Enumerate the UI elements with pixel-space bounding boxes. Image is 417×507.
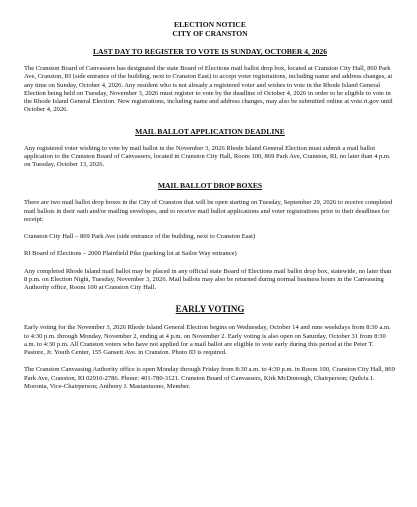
canvassing-office-info: The Cranston Canvassing Authority office is open Monday through Friday from 8:30 a.m. to 4:30 p.m. in Room 100, Cranston City Hall, 869 Park Ave, Cranston, RI 02910-2786. Phone: 401-780-3121. Cranston Board of Canvassers, Kirk McDonough, Chairperson; Quilcia I. Moronta, Vice-Chairperson; Anthony J. Mastantuono, Member.: [24, 366, 395, 390]
application-heading: MAIL BALLOT APPLICATION DEADLINE: [135, 126, 285, 136]
early-voting-heading: EARLY VOTING: [175, 304, 245, 315]
early-voting-body: Early voting for the November 3, 2026 Rhode Island General Election begins on Wednesday, October 14 and runs weekdays from 8:30 a.m. to 4:30 p.m. through Monday, November 2, ending at 4 p.m. on November 2. Early voting is also open on Saturday, October 31 from 8:30 a.m. to 4:30 p.m. All Cranston voters who have not applied for a mail ballot are eligible to vote early during this period at the Peter T. Pastore, Jr. Youth Center, 155 Gansett Ave. in Cranston. Photo ID is required.: [24, 324, 391, 356]
notice-subtitle: CITY OF CRANSTON: [172, 29, 248, 38]
dropboxes-body-2: Any completed Rhode Island mail ballot may be placed in any official state Board of Elections mail ballot drop box, statewide, no later than 8 p.m. on Election Night, Tuesday, November 3, 2026. Mail ballots may also be returned during normal business hours in the Canvassing Authority office, Room 100 at Cranston City Hall.: [24, 267, 392, 291]
dropbox-location-city-hall: Cranston City Hall – 869 Park Ave (side entrance of the building, next to Cranston East): [24, 233, 256, 240]
notice-title: ELECTION NOTICE: [174, 20, 246, 29]
dropbox-location-board-of-elections: RI Board of Elections – 2000 Plainfield Pike (parking lot at Sailor Way entrance): [24, 250, 237, 258]
dropboxes-body: There are two mail ballot drop boxes in the City of Cranston that will be open starting on Tuesday, September 29, 2026 to receive completed mail ballots in their oath and/or mailing envelopes, and to receive mail ballot applications and voter registrations prior to their deadlines for receipt:: [24, 199, 393, 223]
application-body: Any registered voter wishing to vote by mail ballot in the November 3, 2026 Rhode Island General Election must submit a mail ballot application to the Cranston Board of Canvassers, located in Cranston City Hall, Room 100, 869 Park Ave, Cranston, RI, no later than 4 p.m. on Tuesday, October 13, 2026.: [24, 144, 391, 168]
dropboxes-heading: MAIL BALLOT DROP BOXES: [157, 181, 263, 191]
register-body: The Cranston Board of Canvassers has designated the state Board of Elections mail ballot drop box, located at Cranston City Hall, 869 Park Ave, Cranston, RI (side entrance of the building, next to Cranston East) to accept voter registrations, including name and address changes, at any time on Sunday, October 4, 2026. Any resident who is not already a registered voter and wishes to vote in the Rhode Island General Election being held on Tuesday, November 3, 2026 must register to vote by the deadline of October 4, 2026 in order to be eligible to vote in the Rhode Island General Election. New registrations, including name and address changes, may also be submitted online at vote.ri.gov until October 4, 2026.: [24, 65, 393, 114]
register-heading: LAST DAY TO REGISTER TO VOTE IS SUNDAY, OCTOBER 4, 2026: [92, 47, 328, 56]
